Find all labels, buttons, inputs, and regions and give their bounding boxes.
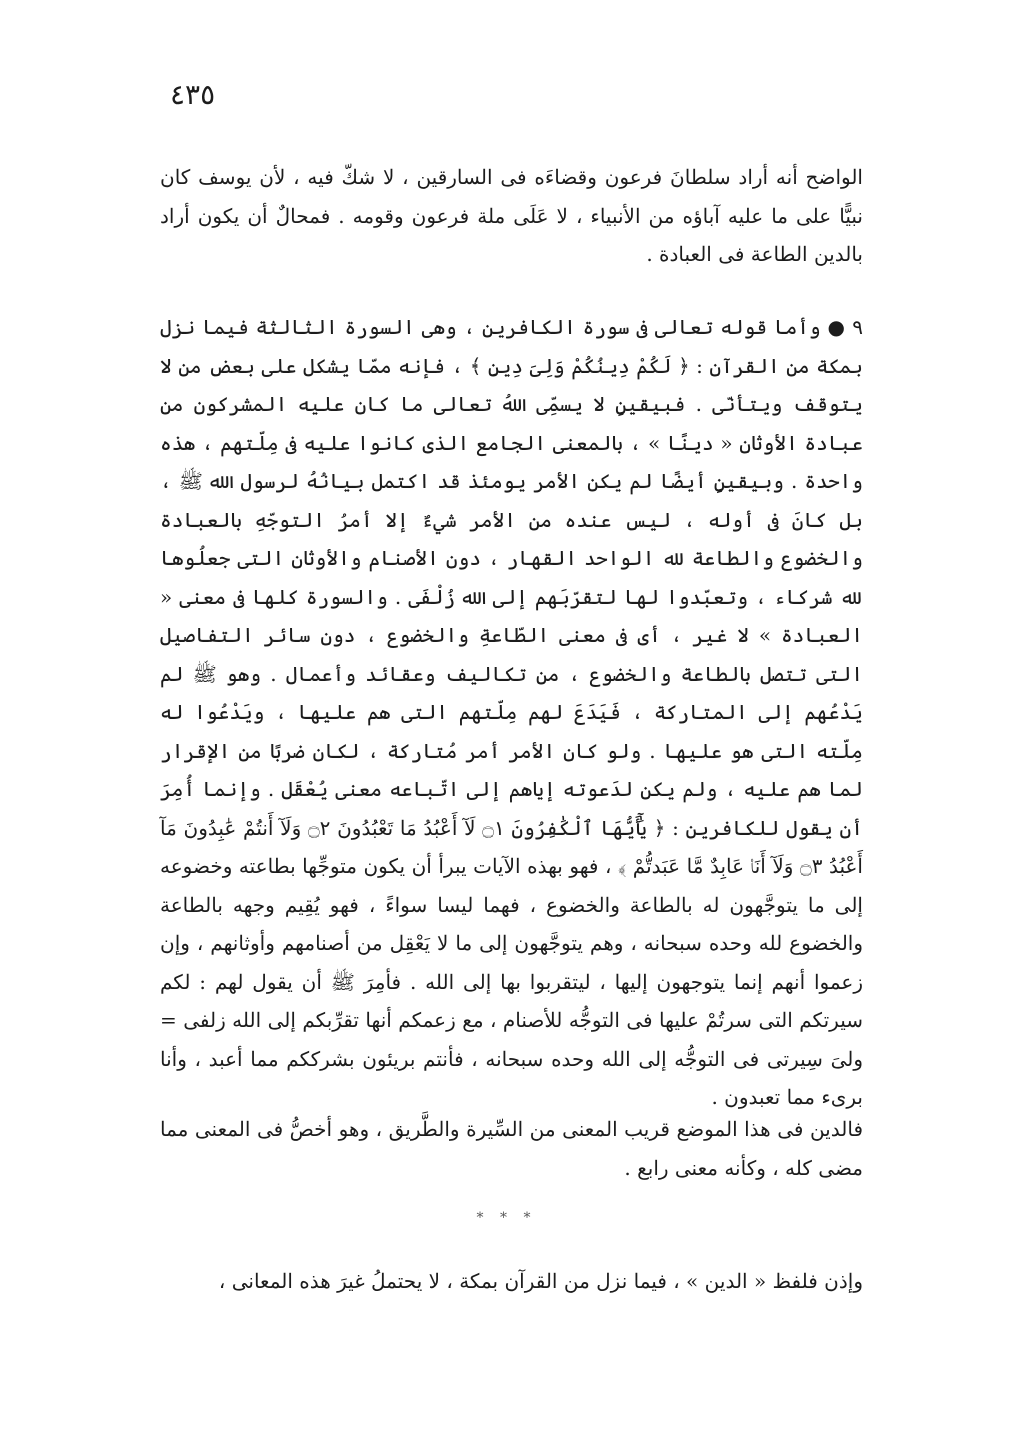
paragraph-4: وإذن فلفظ « الدين » ، فيما نزل من القرآن بمكة ، لا يحتملُ غيرَ هذه المعانى ،	[218, 1269, 863, 1293]
paragraph-3: فالدين فى هذا الموضع قريب المعنى من السِّيرة والطَّريق ، وهو أخصُّ فى المعنى مما مضى كله ، وكأنه معنى رابع .	[160, 1117, 863, 1180]
paragraph-2: ٩ ● وأما قوله تعالى فى سورة الكافرين ، وهى السورة الثالثة فيما نزل بمكة من القرآن : ﴿ لَكُمْ دِينُكُمْ وَلِىَ دِينِ ﴾ ، فإنه ممّا يشكل على بعض من لا يتوقف ويتأنّى . فبيقينٍ لا يسمِّى اللهُ تعالى ما كان عليه المشركون من عبادة الأوثان « دينًا » ، بالمعنى الجامع الذى كانوا عليه فى مِلّتهم ، هذه واحدة . وبيقينٍ أيضًا لم يكن الأمر يومئذ قد اكتمل بيانُهُ لرسول الله ﷺ ، بل كانَ فى أوله ، ليس عنده من الأمر شيءٌ إلا أمرُ التوجّهِ بالعبادة والخضوع والطاعة لله الواحد القهار ، دون الأصنام والأوثان التى جعلُوها لله شركاء ، وتعبّدوا لها لتقرّبَهم إلى الله زُلْفَى . والسورة كلها فى معنى « العبادة » لا غير ، أى فى معنى الطّاعةِ والخضوع ، دون سائر التفاصيل التى تتصل بالطاعة والخضوع ، من تكاليف وعقائد وأعمال . وهو ﷺ لم يَدْعُهم إلى المتاركة ، فَيَدَعَ لهم مِلّتهم التى هم عليها ، ويَدْعُوا له مِلّته التى هو عليها . ولو كان الأمر أمر مُتاركة ، لكان ضربًا من الإقرار لما هم عليه ، ولم يكن لدَعوته إياهم إلى اتّباعه معنى يُعْقَل . وإنما أُمِرَ أن يقول للكافرين : ﴿ يَٰٓأَيُّهَا ٱلْكَٰفِرُونَ ۝١ لَآ أَعْبُدُ مَا تَعْبُدُونَ ۝٢ وَلَآ أَنتُمْ عَٰبِدُونَ مَآ أَعْبُدُ ۝٣ وَلَآ أَنَا۠ عَابِدٌ مَّا عَبَدتُّمْ ﴾ ، فهو بهذه الآيات يبرأ أن يكون متوجِّها بطاعته وخضوعه إلى ما يتوجَّهون له بالطاعة والخضوع ، فهما ليسا سواءً ، فهو يُقِيم وجهه بالطاعة والخضوع لله وحده سبحانه ، وهم يتوجَّهون إلى ما لا يَعْقِل من أصنامهم وأوثانهم ، وإن زعموا أنهم إنما يتوجهون إليها ، ليتقربوا بها إلى الله . فأمِرَ ﷺ أن يقول لهم : لكم سيرتكم التى سرتُمْ عليها فى التوجُّه للأصنام ، مع زعمكم أنها تقرِّبكم إلى الله زلفى = ولىَ سِيرتى فى التوجُّه إلى الله وحده سبحانه ، فأنتم بريئون بشرككم مما أعبد ، وأنا برىء مما تعبدون .	[160, 315, 863, 1109]
section-separator: * * *	[476, 1210, 537, 1226]
page-number: ٤٣٥	[170, 78, 216, 111]
paragraph-1: الواضح أنه أراد سلطانَ فرعون وقضاءَه فى السارقين ، لا شكّ فيه ، لأن يوسف كان نبيًّا على ما عليه آباؤه من الأنبياء ، لا عَلَى ملة فرعون وقومه . فمحالٌ أن يكون أراد بالدين الطاعة فى العبادة .	[160, 165, 863, 266]
